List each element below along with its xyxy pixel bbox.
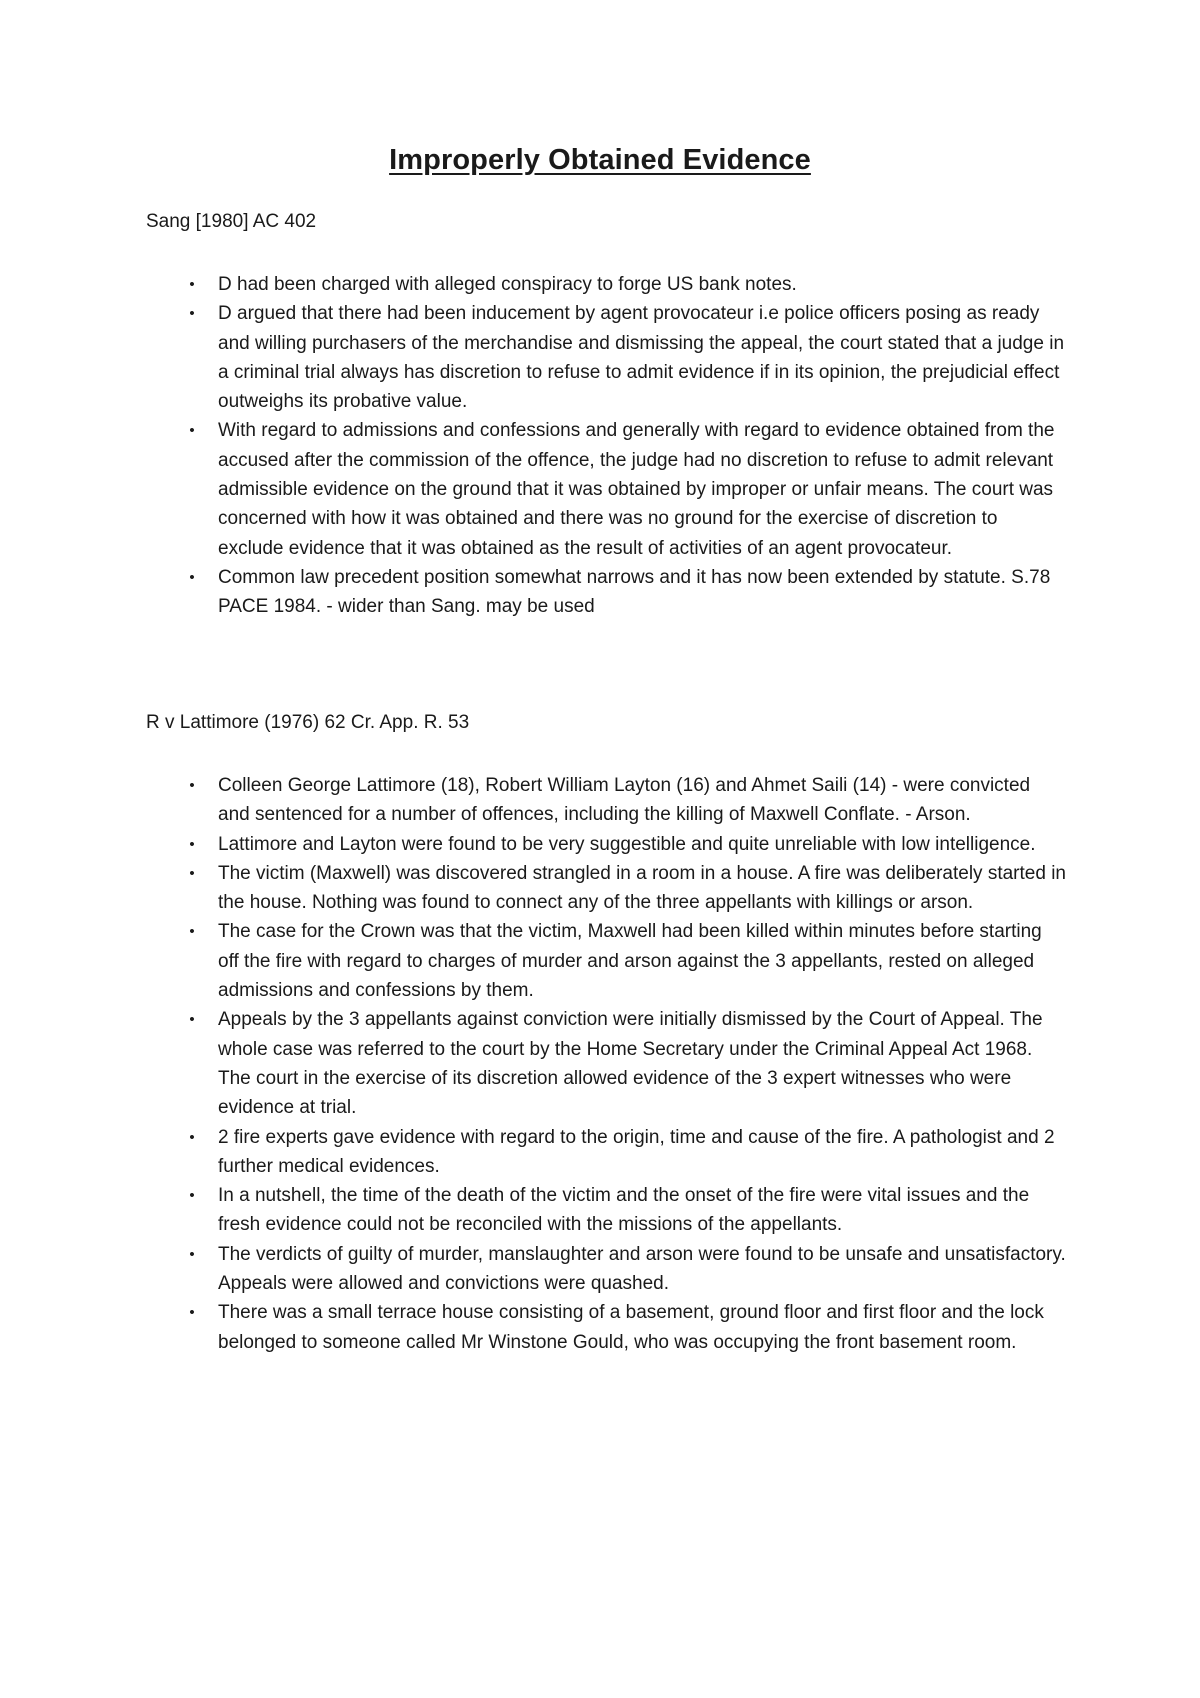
list-item xyxy=(146,830,1066,859)
list-item xyxy=(146,270,1066,299)
bullet-list-sang xyxy=(146,270,1066,622)
list-item xyxy=(146,1240,1066,1299)
bullet-list-lattimore xyxy=(146,771,1066,1357)
bullet-icon: • xyxy=(189,1011,195,1029)
list-item xyxy=(146,771,1066,830)
bullet-icon: • xyxy=(189,1187,195,1205)
list-item xyxy=(146,917,1066,1005)
bullet-text: In a nutshell, the time of the death of the victim and the onset of the fire were vital issues and the fresh evidence could not be reconciled with the missions of the appellants. xyxy=(218,1185,1030,1236)
bullet-icon: • xyxy=(189,923,195,941)
bullet-text: There was a small terrace house consisting of a basement, ground floor and first floor and the lock belonged to someone called Mr Winstone Gould, who was occupying the front basement room. xyxy=(218,1302,1044,1353)
case-heading-sang: Sang [1980] AC 402 xyxy=(146,211,317,232)
bullet-icon: • xyxy=(189,1304,195,1322)
bullet-text: D had been charged with alleged conspiracy to forge US bank notes. xyxy=(218,274,797,295)
bullet-icon: • xyxy=(189,422,195,440)
bullet-icon: • xyxy=(189,568,195,586)
list-item xyxy=(146,1298,1066,1357)
bullet-text: Common law precedent position somewhat narrows and it has now been extended by statute. S.78 PACE 1984. - wider than Sang. may be used xyxy=(218,566,1051,618)
list-item xyxy=(146,1181,1066,1240)
list-item xyxy=(146,563,1066,622)
bullet-text: Lattimore and Layton were found to be very suggestible and quite unreliable with low intelligence. xyxy=(218,833,1036,855)
bullet-icon: • xyxy=(189,305,195,323)
bullet-text: Appeals by the 3 appellants against conviction were initially dismissed by the Court of Appeal. The whole case was referred to the court by the Home Secretary under the Criminal Appeal Act 1968. The court in the exercise of its discretion allowed evidence of the 3 expert witnesses who were evidence at trial. xyxy=(218,1009,1043,1119)
list-item xyxy=(146,299,1066,416)
bullet-text: The verdicts of guilty of murder, manslaughter and arson were found to be unsafe and unsatisfactory. Appeals were allowed and convictions were quashed. xyxy=(218,1243,1066,1295)
bullet-text: 2 fire experts gave evidence with regard to the origin, time and cause of the fire. A pathologist and 2 further medical evidences. xyxy=(218,1126,1055,1177)
bullet-icon: • xyxy=(189,864,195,882)
list-item xyxy=(146,1123,1066,1182)
bullet-icon: • xyxy=(189,1128,195,1146)
bullet-text: D argued that there had been inducement by agent provocateur i.e police officers posing as ready and willing purchasers of the merchandise and dismissing the appeal, the court stated that a judge in a criminal trial always has discretion to refuse to admit evidence if in its opinion, the prejudicial effect outweighs its probative value. xyxy=(218,303,1065,413)
list-item xyxy=(146,416,1066,562)
list-item xyxy=(146,859,1066,918)
bullet-text: Colleen George Lattimore (18), Robert William Layton (16) and Ahmet Saili (14) - were convicted and sentenced for a number of offences, including the killing of Maxwell Conflate. - Arson. xyxy=(218,775,1031,826)
bullet-icon: • xyxy=(189,835,195,853)
bullet-icon: • xyxy=(189,777,195,794)
list-item xyxy=(146,1005,1066,1122)
document-title: Improperly Obtained Evidence xyxy=(389,144,811,176)
bullet-text: The victim (Maxwell) was discovered strangled in a room in a house. A fire was deliberately started in the house. Nothing was found to connect any of the three appellants with killings or arson. xyxy=(218,862,1066,914)
bullet-icon: • xyxy=(189,276,195,293)
bullet-icon: • xyxy=(189,1245,195,1263)
bullet-text: The case for the Crown was that the victim, Maxwell had been killed within minutes before starting off the fire with regard to charges of murder and arson against the 3 appellants, rested on alleged admissions and confessions by them. xyxy=(218,921,1042,1002)
case-heading-lattimore: R v Lattimore (1976) 62 Cr. App. R. 53 xyxy=(146,712,470,733)
bullet-text: With regard to admissions and confessions and generally with regard to evidence obtained from the accused after the commission of the offence, the judge had no discretion to refuse to admit relevant admissible evidence on the ground that it was obtained by improper or unfair means. The court was concerned with how it was obtained and there was no ground for the exercise of discretion to exclude evidence that it was obtained as the result of activities of an agent provocateur. xyxy=(218,420,1055,559)
